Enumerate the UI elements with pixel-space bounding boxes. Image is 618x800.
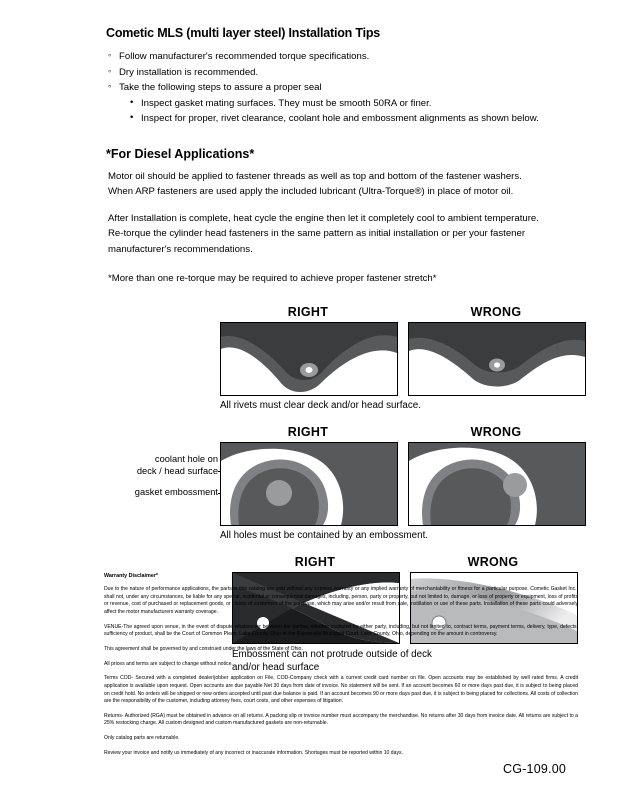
- installation-tips-list: [108, 49, 572, 127]
- retorque-note: *More than one re-torque may be required to achieve proper fastener stretch*: [108, 273, 437, 285]
- figure-heading-right: RIGHT: [287, 304, 329, 319]
- figure-wrong-rivets: [408, 305, 584, 396]
- figure-heading-right: RIGHT: [287, 424, 329, 439]
- callout-coolant-line2: deck / head surface: [136, 466, 218, 477]
- warranty-paragraph: Due to the nature of performance applications, the parts in this catalog are sold without any express warranty or any implied warranty of merchantability or fitness for a particular purpose. Cometic Gasket Inc., shall not, under any circumstances, be liable for any special, incidental or consequential damages, including, person, party or property, but not limited to, damage, or loss of property or equipment, loss of profits or revenue, cost of purchased or replacement goods, or claims of customers of the purchase, which may arise and/or result from sale, instillation or use of these parts. Installation of these parts could adversely affect the motor manufacturers warranty coverage.: [104, 586, 578, 616]
- figure-right-holes: [220, 425, 396, 526]
- figure-row-holes: [134, 424, 572, 526]
- diesel-applications-heading: *For Diesel Applications*: [106, 146, 255, 161]
- diesel-paragraph-2: After Installation is complete, heat cycle the engine then let it completely cool to ambient temperature. Re-torque the cylinder head fasteners in the same pattern as initial installation or per your fastener manufacturer's recommendations.: [108, 212, 539, 255]
- callout-coolant-hole: [50, 453, 218, 478]
- figure-wrong-holes: [408, 425, 584, 526]
- rivet-clearance-right-illustration: [221, 323, 397, 395]
- rivet-clearance-wrong-illustration: [409, 323, 585, 395]
- figure-caption-rivets: All rivets must clear deck and/or head surface.: [220, 399, 421, 411]
- figure-heading-wrong: WRONG: [467, 554, 519, 569]
- figure-caption-holes: All holes must be contained by an embossment.: [220, 529, 429, 541]
- warranty-paragraph: All prices and terms are subject to change without notice.: [104, 660, 233, 667]
- warranty-paragraph: Terms COD- Secured with a completed dealer/jobber application on File, COD-Company check with a current credit card number on file. Open accounts may be established by well rated firms. A credit application is available upon request. Open accounts are due payable Net 30 days from date of invoice. No statement will be sent. If an account becomes 60 or more days past due, it is subject to being placed on credit hold. No orders will be shipped or new orders accepted until past due balance is paid. If an account becomes 90 or more days past due, it is subject to being placed for collections. All costs of collection are the responsibility of the customer, including attorney fees, court costs, and other expenses of litigation.: [104, 675, 578, 705]
- diesel-paragraph-1: Motor oil should be applied to fastener threads as well as top and bottom of the fastener washers. When ARP fasteners are used apply the included lubricant (Ultra-Torque®) in place of motor oil.: [108, 170, 522, 198]
- figure-heading-wrong: WRONG: [470, 424, 522, 439]
- warranty-paragraph: Review your invoice and notify us immediately of any incorrect or inaccurate information. Shortages must be reported within 10 days.: [104, 749, 403, 756]
- figure-image-wrong-holes: [408, 442, 586, 526]
- list-item: • Inspect gasket mating surfaces. They must be smooth 50RA or finer.: [130, 96, 572, 112]
- figure-caption-embossment-line1: Embossment can not protrude outside of deck: [232, 648, 432, 660]
- page-title: Cometic MLS (multi layer steel) Installation Tips: [106, 26, 381, 40]
- warranty-paragraph: VENUE-The agreed upon venue, in the event of dispute whatsoever between the parties, whether instituted by either party, including, but not limited to, contract terms, payment terms, delivery, type, defects, sufficiency of product, shall be the Court of Common Pleas, Lake County, Ohio or the Painesville Municipal Court, Lake County, Ohio, depending on the amount in controversy.: [104, 623, 578, 638]
- figure-heading-wrong: WRONG: [470, 304, 522, 319]
- figure-heading-right: RIGHT: [294, 554, 336, 569]
- warranty-paragraph: Only catalog parts are returnable.: [104, 735, 180, 742]
- callout-coolant-line1: coolant hole on: [154, 453, 218, 464]
- coolant-hole-wrong-illustration: [409, 443, 585, 525]
- figure-row-rivets: [220, 305, 572, 396]
- figure-image-right-holes: [220, 442, 398, 526]
- figure-image-wrong-rivets: [408, 322, 586, 396]
- warranty-paragraph: This agreement shall be governed by and construed under the laws of the State of Ohio.: [104, 645, 303, 652]
- list-item: • Inspect for proper, rivet clearance, coolant hole and embossment alignments as shown below.: [130, 111, 572, 127]
- list-item: ◦ Dry installation is recommended.: [108, 65, 572, 81]
- figure-right-rivets: [220, 305, 396, 396]
- list-item: [108, 80, 572, 127]
- figure-caption-embossment-line2: and/or head surface: [232, 662, 320, 674]
- warranty-paragraph: Returns- Authorized (RGA) must be obtained in advance on all returns. A packing slip or invoice number must accompany the merchandise. No returns after 30 days from invoice date. All returns are subject to a 25% restocking charge. All custom designed and custom manufactured gaskets are non-returnable.: [104, 712, 578, 727]
- list-item: ◦ Follow manufacturer's recommended torque specifications.: [108, 49, 572, 65]
- list-item-label: Take the following steps to assure a proper seal: [119, 82, 322, 94]
- warranty-heading: Warranty Disclaimer*: [104, 573, 159, 579]
- document-number: CG-109.00: [503, 762, 566, 776]
- figure-image-right-rivets: [220, 322, 398, 396]
- coolant-hole-right-illustration: [221, 443, 397, 525]
- callout-gasket-embossment: [50, 487, 218, 497]
- installation-sub-list: [130, 96, 572, 127]
- warranty-disclaimer: [104, 572, 578, 764]
- callout-emboss-label: gasket embossment: [134, 486, 218, 497]
